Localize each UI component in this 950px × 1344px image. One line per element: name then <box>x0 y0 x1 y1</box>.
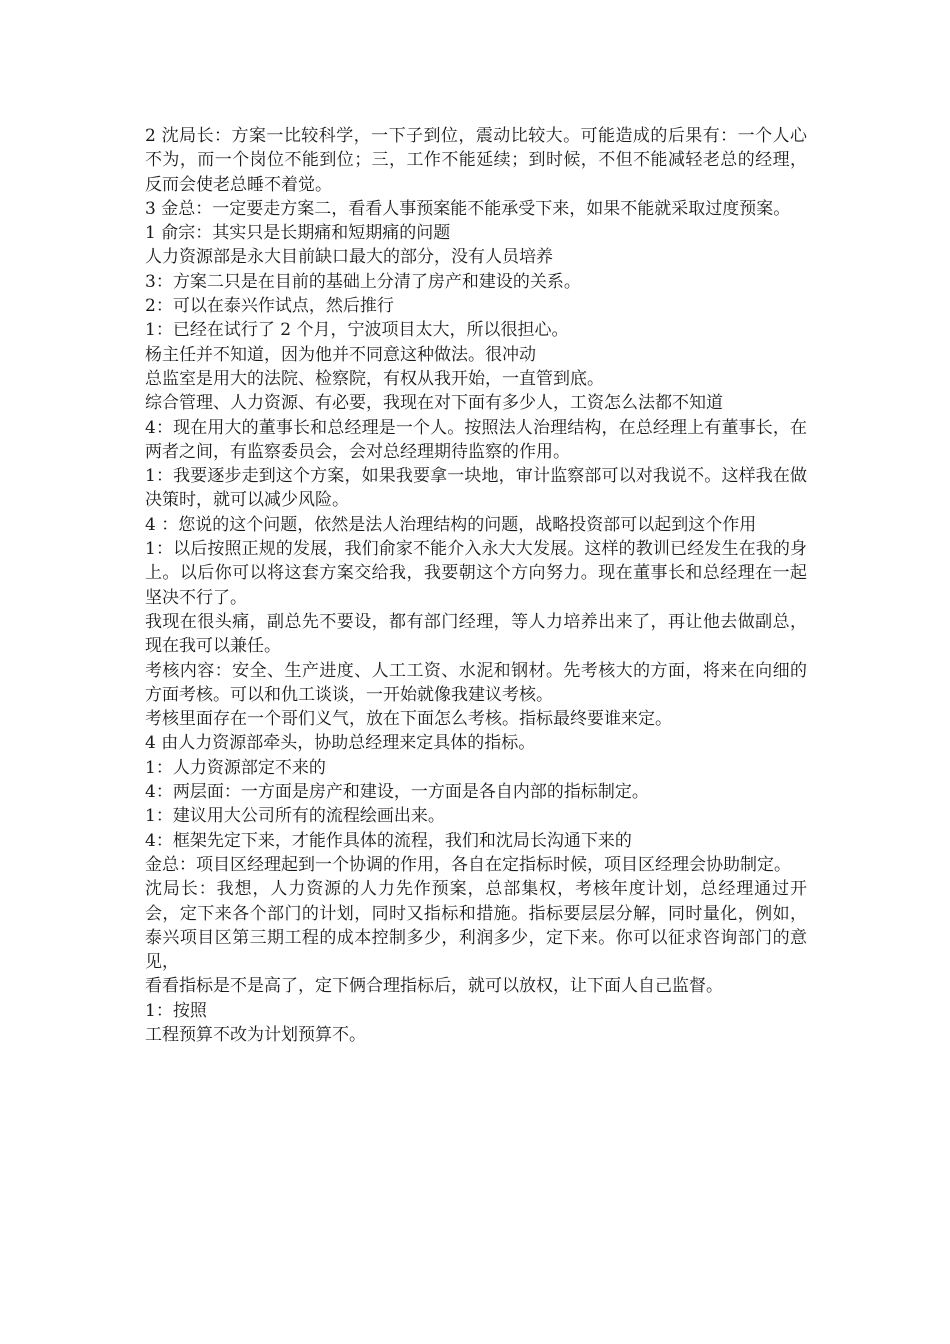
paragraph-19: 1：人力资源部定不来的 <box>145 757 326 778</box>
paragraph-12: 1：我要逐步走到这个方案，如果我要拿一块地，审计监察部可以对我说不。这样我在做决策时，就可以减少风险。 <box>145 466 807 511</box>
paragraph-2: 3 金总：一定要走方案二，看看人事预案能不能承受下来，如果不能就采取过度预案。 <box>145 198 791 219</box>
paragraph-11: 4：现在用大的董事长和总经理是一个人。按照法人治理结构，在总经理上有董事长，在两者之间，有监察委员会，会对总经理期待监察的作用。 <box>145 417 807 462</box>
paragraph-27: 工程预算不改为计划预算不。 <box>145 1024 366 1045</box>
paragraph-18: 4 由人力资源部牵头，协助总经理来定具体的指标。 <box>145 733 536 754</box>
paragraph-26: 1：按照 <box>145 1000 207 1021</box>
document-body <box>145 124 807 1047</box>
paragraph-8: 杨主任并不知道，因为他并不同意这种做法。很冲动 <box>145 344 536 365</box>
paragraph-17: 考核里面存在一个哥们义气，放在下面怎么考核。指标最终要谁来定。 <box>145 709 672 730</box>
paragraph-7: 1：已经在试行了 2 个月，宁波项目太大，所以很担心。 <box>145 320 569 341</box>
paragraph-13: 4 ：您说的这个问题，依然是法人治理结构的问题，战略投资部可以起到这个作用 <box>145 514 757 535</box>
paragraph-24: 沈局长：我想，人力资源的人力先作预案，总部集权，考核年度计划，总经理通过开会，定下来各个部门的计划，同时又指标和措施。指标要层层分解，同时量化，例如，泰兴项目区第三期工程的成本控制多少，利润多少，定下来。你可以征求咨询部门的意见， <box>145 879 807 973</box>
paragraph-20: 4：两层面：一方面是房产和建设，一方面是各自内部的指标制定。 <box>145 782 649 803</box>
paragraph-9: 总监室是用大的法院、检察院，有权从我开始，一直管到底。 <box>145 368 604 389</box>
paragraph-15: 我现在很头痛，副总先不要设，都有部门经理，等人力培养出来了，再让他去做副总，现在我可以兼任。 <box>145 611 807 657</box>
paragraph-14: 1：以后按照正规的发展，我们俞家不能介入永大大发展。这样的教训已经发生在我的身上。以后你可以将这套方案交给我，我要朝这个方向努力。现在董事长和总经理在一起坚决不行了。 <box>145 539 807 608</box>
paragraph-22: 4：框架先定下来，才能作具体的流程，我们和沈局长沟通下来的 <box>145 830 632 851</box>
paragraph-23: 金总：项目区经理起到一个协调的作用，各自在定指标时候，项目区经理会协助制定。 <box>145 854 791 875</box>
paragraph-6: 2：可以在泰兴作试点，然后推行 <box>145 296 394 317</box>
paragraph-4: 人力资源部是永大目前缺口最大的部分，没有人员培养 <box>145 247 553 268</box>
paragraph-5: 3：方案二只是在目前的基础上分清了房产和建设的关系。 <box>145 271 581 292</box>
paragraph-21: 1：建议用大公司所有的流程绘画出来。 <box>145 806 445 827</box>
paragraph-1: 2 沈局长：方案一比较科学，一下子到位，震动比较大。可能造成的后果有：一个人心不为，而一个岗位不能到位；三，工作不能延续；到时候，不但不能减轻老总的经理，反而会使老总睡不着觉。 <box>145 126 807 195</box>
paragraph-25: 看看指标是不是高了，定下俩合理指标后，就可以放权，让下面人自己监督。 <box>145 976 723 997</box>
paragraph-10: 综合管理、人力资源、有必要，我现在对下面有多少人，工资怎么法都不知道 <box>145 393 723 414</box>
paragraph-16: 考核内容：安全、生产进度、人工工资、水泥和钢材。先考核大的方面，将来在向细的方面考核。可以和仇工谈谈，一开始就像我建议考核。 <box>145 660 807 705</box>
paragraph-3: 1 俞宗：其实只是长期痛和短期痛的问题 <box>145 223 451 244</box>
